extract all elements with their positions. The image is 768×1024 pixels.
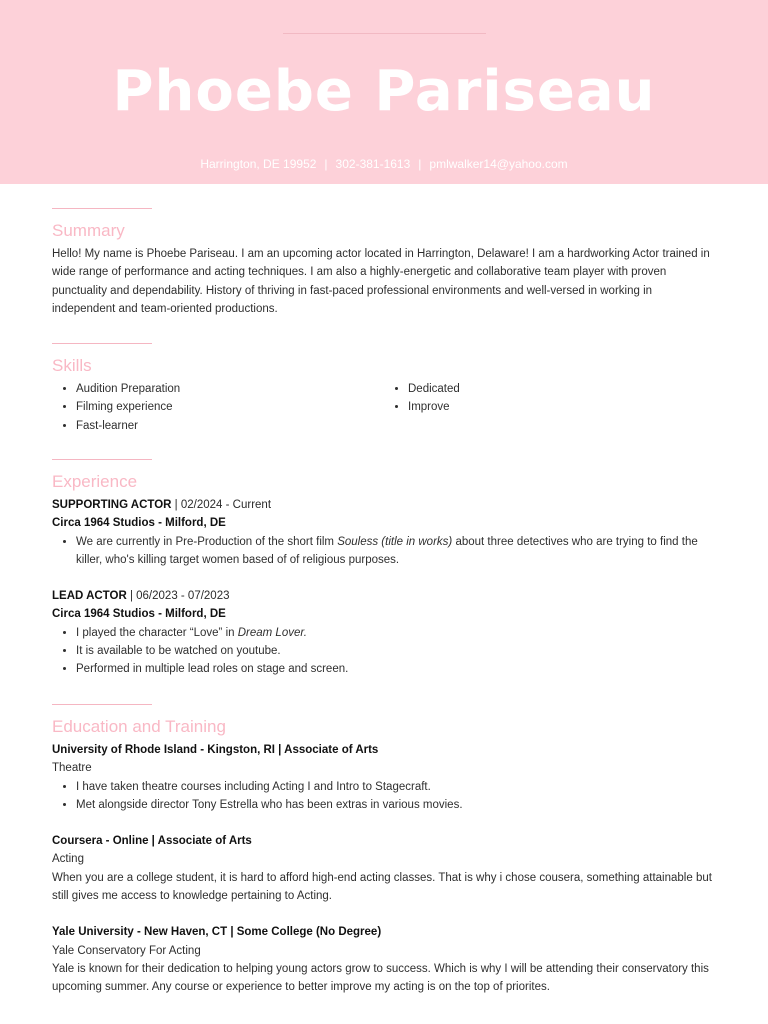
film-title: Dream Lover. bbox=[237, 626, 307, 639]
school-heading: Coursera - Online | Associate of Arts bbox=[52, 835, 252, 848]
job-entry bbox=[52, 496, 716, 569]
job-bullet bbox=[76, 533, 716, 570]
education-section bbox=[52, 704, 716, 1015]
summary-section bbox=[52, 208, 716, 318]
education-description: Yale is known for their dedication to helping young actors grow to success. Which is why I will be attending their conservatory this upcoming summer. Any course or experience to better improve my acting is on the top of priorites. bbox=[52, 962, 709, 994]
contact-separator: | bbox=[418, 157, 422, 171]
contact-phone: 302-381-1613 bbox=[335, 157, 411, 171]
school-heading: University of Rhode Island - Kingston, RI | Associate of Arts bbox=[52, 744, 379, 756]
education-entry bbox=[52, 741, 716, 814]
summary-title: Summary bbox=[52, 221, 125, 240]
resume-header bbox=[0, 0, 768, 184]
skill-item: • Filming experience bbox=[76, 398, 384, 416]
education-bullet: • I have taken theatre courses including Acting I and Intro to Stagecraft. bbox=[76, 778, 716, 796]
study-field: Yale Conservatory For Acting bbox=[52, 944, 201, 957]
experience-title: Experience bbox=[52, 472, 138, 491]
job-dates: 06/2023 - 07/2023 bbox=[136, 590, 230, 603]
skills-column-1 bbox=[52, 380, 384, 435]
contact-line bbox=[0, 156, 768, 172]
education-bullet: • Met alongside director Tony Estrella who has been extras in various movies. bbox=[76, 796, 716, 814]
education-bullets bbox=[52, 778, 716, 815]
job-bullets bbox=[52, 624, 716, 679]
contact-separator: | bbox=[324, 157, 328, 171]
job-bullets bbox=[52, 533, 716, 570]
job-header: LEAD ACTOR | 06/2023 - 07/2023 bbox=[52, 590, 230, 603]
summary-text: Hello! My name is Phoebe Pariseau. I am an upcoming actor located in Harrington, Delaware! I am a hardworking Actor trained in wide range of performance and acting techniques. I am also a highly-energetic and collaborative team player with proven punctuality and dependability. History of thriving in fast-paced professional environments and well-versed in working in independent and team-oriented productions. bbox=[52, 248, 710, 315]
job-title: LEAD ACTOR bbox=[52, 590, 127, 603]
section-divider bbox=[52, 343, 152, 344]
bullet-text: I played the character “Love” in bbox=[76, 626, 238, 639]
school-heading: Yale University - New Haven, CT | Some College (No Degree) bbox=[52, 926, 382, 939]
skill-item: • Fast-learner bbox=[76, 417, 384, 435]
education-entry bbox=[52, 923, 716, 996]
job-dates: 02/2024 - Current bbox=[180, 499, 272, 511]
film-title: Souless (title in works) bbox=[337, 535, 453, 548]
bullet-text: about three detectives who are trying to find the killer, who's killing target women based of of religious purposes. bbox=[76, 535, 698, 566]
candidate-name: Phoebe Pariseau bbox=[112, 59, 656, 124]
job-bullet: • It is available to be watched on youtube. bbox=[76, 642, 716, 660]
study-field: Acting bbox=[52, 853, 84, 866]
contact-location: Harrington, DE 19952 bbox=[200, 157, 317, 171]
section-divider bbox=[52, 208, 152, 209]
education-description: When you are a college student, it is hard to afford high-end acting classes. That is why i chose cousera, something attainable but still gives me access to knowledge pertaining to Acting. bbox=[52, 871, 712, 903]
job-bullet bbox=[76, 624, 716, 642]
header-divider bbox=[283, 33, 486, 34]
skills-section bbox=[52, 343, 716, 435]
skills-title: Skills bbox=[52, 356, 92, 375]
job-header: SUPPORTING ACTOR | 02/2024 - Current bbox=[52, 499, 272, 511]
job-entry bbox=[52, 587, 716, 678]
education-title: Education and Training bbox=[52, 717, 226, 736]
skill-item: • Audition Preparation bbox=[76, 380, 384, 398]
job-bullet: • Performed in multiple lead roles on stage and screen. bbox=[76, 660, 716, 678]
contact-email[interactable]: pmlwalker14@yahoo.com bbox=[429, 157, 568, 171]
skills-list bbox=[52, 380, 716, 435]
job-title: SUPPORTING ACTOR bbox=[52, 499, 172, 511]
skill-item: • Improve bbox=[408, 398, 716, 416]
skills-column-2 bbox=[384, 380, 716, 435]
study-field: Theatre bbox=[52, 762, 92, 775]
education-entry bbox=[52, 832, 716, 905]
section-divider bbox=[52, 704, 152, 705]
job-company: Circa 1964 Studios - Milford, DE bbox=[52, 517, 226, 530]
section-divider bbox=[52, 459, 152, 460]
skill-item: • Dedicated bbox=[408, 380, 716, 398]
bullet-text: We are currently in Pre-Production of the short film bbox=[76, 535, 338, 548]
experience-section bbox=[52, 459, 716, 697]
job-company: Circa 1964 Studios - Milford, DE bbox=[52, 608, 226, 621]
